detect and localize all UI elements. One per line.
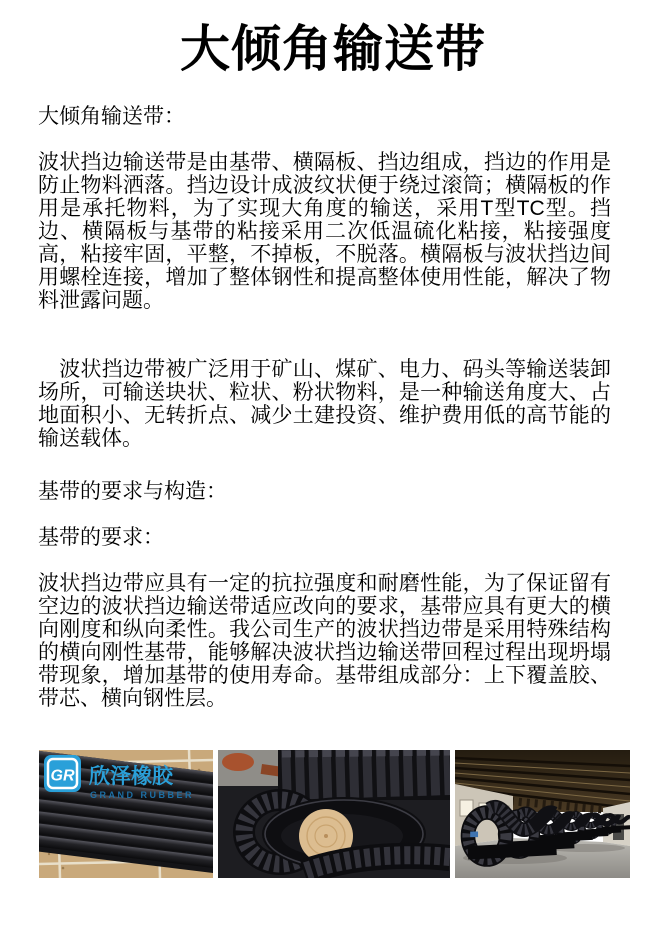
sidewall-belt-loop-photo xyxy=(218,750,450,878)
product-page xyxy=(0,16,666,946)
page-title: 大倾角输送带 xyxy=(180,21,486,77)
orange-object xyxy=(222,753,254,771)
factory-belts-row-photo xyxy=(455,750,630,878)
paragraph-applications: 波状挡边带被广泛用于矿山、煤矿、电力、码头等输送装卸场所，可输送块状、粒状、粉状物料，是一种输送角度大、占地面积小、无转折点、减少土建投资、维护费用低的高节能的输送载体。 xyxy=(38,358,611,450)
sidewall-belt-loop-image xyxy=(218,750,450,878)
top-cleat-row xyxy=(278,750,450,800)
sidewall-belt-stack-image xyxy=(39,750,213,878)
logo-monogram: GR xyxy=(50,767,75,785)
brand-name-cn: 欣泽橡胶 xyxy=(89,765,173,788)
paragraph-baseband-heading: 基带的要求与构造： xyxy=(38,480,227,503)
article-body xyxy=(0,105,666,710)
product-photo-row xyxy=(0,750,666,878)
factory-belts-row-image xyxy=(455,750,630,878)
paragraph-baseband-requirements: 波状挡边带应具有一定的抗拉强度和耐磨性能，为了保证留有空边的波状挡边输送带适应改向的要求，基带应具有更大的横向刚度和纵向柔性。我公司生产的波状挡边带是采用特殊结构的横向刚性基带，能够解决波状挡边输送带回程过程出现坍塌带现象，增加基带的使用寿命。基带组成部分：上下覆盖胶、带芯、横向钢性层。 xyxy=(38,572,611,710)
paragraph-intro-label: 大倾角输送带： xyxy=(38,105,185,128)
paragraph-structure: 波状挡边输送带是由基带、横隔板、挡边组成，挡边的作用是防止物料洒落。挡边设计成波纹状便于绕过滚筒；横隔板的作用是承托物料，为了实现大角度的输送，采用T型TC型。挡边、横隔板与基带的粘接采用二次低温硫化粘接，粘接强度高，粘接牢固，平整，不掉板，不脱落。横隔板与波状挡边间用螺栓连接，增加了整体钢性和提高整体使用性能，解决了物料泄露问题。 xyxy=(38,151,611,312)
paragraph-baseband-req-heading: 基带的要求： xyxy=(38,526,164,549)
brand-name-en: GRAND RUBBER xyxy=(90,790,194,800)
sidewall-belt-stack-photo xyxy=(39,750,213,878)
